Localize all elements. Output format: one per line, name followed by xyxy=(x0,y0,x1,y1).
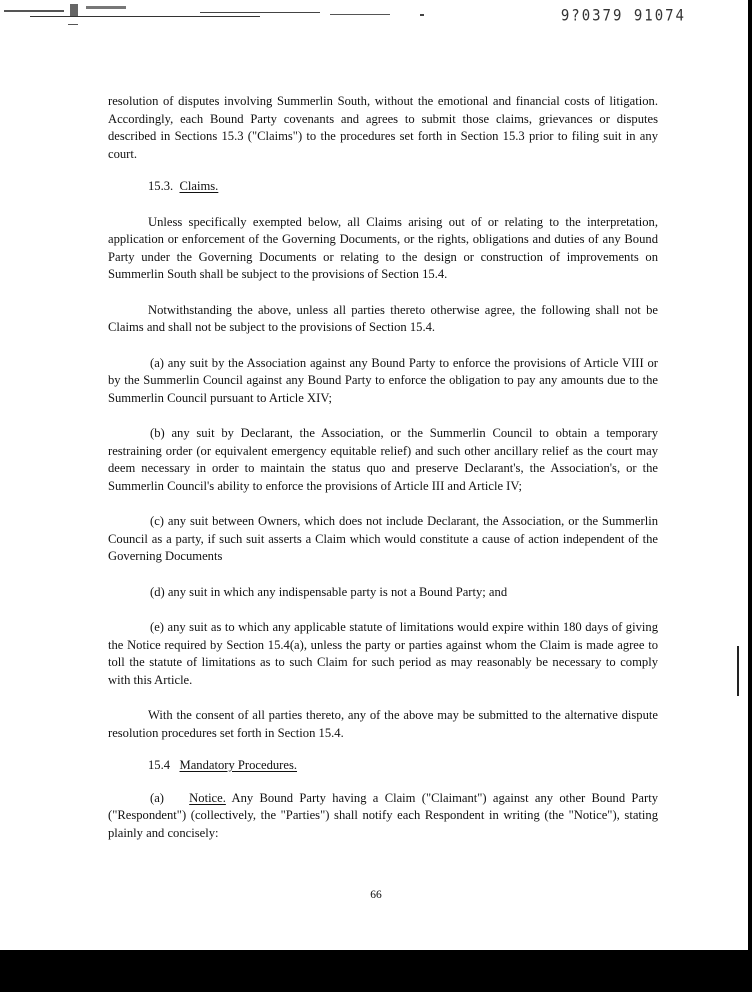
paragraph-unless: Unless specifically exempted below, all Claims arising out of or relating to the interpretation, application or enforcement of the Governing Documents, or the rights, obligations and duties of any Bound Party under the Governing Documents or relating to the design or construction of improvements on Summerlin South shall be subject to the provisions of Section 15.4. xyxy=(108,214,658,281)
section-title: Mandatory Procedures. xyxy=(179,758,298,772)
margin-scan-mark xyxy=(737,646,739,696)
scan-bottom-edge xyxy=(0,950,752,992)
section-15-3-heading xyxy=(148,178,658,196)
paragraph-intro: resolution of disputes involving Summerlin South, without the emotional and financial costs of litigation. Accordingly, each Bound Party covenants and agrees to submit those claims, grievances or disputes described in Sections 15.3 ("Claims") to the procedures set forth in Section 15.3 prior to filing suit in any court. xyxy=(108,94,658,161)
document-stamp-number: 9?0379 91074 xyxy=(560,6,686,26)
list-item-d: (d) any suit in which any indispensable party is not a Bound Party; and xyxy=(150,584,508,599)
section-title: Claims. xyxy=(179,179,219,193)
list-item-a: (a) any suit by the Association against any Bound Party to enforce the provisions of Article VIII or by the Summerlin Council against any Bound Party to enforce the obligation to pay any amounts due to the Summerlin Council pursuant to Article XIV; xyxy=(108,355,658,405)
list-item-e: (e) any suit as to which any applicable statute of limitations would expire within 180 days of giving the Notice required by Section 15.4(a), unless the party or parties against whom the Claim is made agree to toll the statute of limitations as to such Claim for such period as may reasonably be necessary to comply with this Article. xyxy=(108,620,658,687)
section-15-4-heading xyxy=(148,757,658,775)
notice-label: (a) xyxy=(150,790,164,805)
list-item-b: (b) any suit by Declarant, the Association, or the Summerlin Council to obtain a temporary restraining order (or equivalent emergency equitable relief) and such other ancillary relief as the court may deem necessary in order to maintain the status quo and preserve Declarant's, the Association's, or the Summerlin Council's ability to enforce the provisions of Article III and Article IV; xyxy=(108,426,658,493)
page-number: 66 xyxy=(370,889,382,901)
list-item-c: (c) any suit between Owners, which does not include Declarant, the Association, or the Summerlin Council as a party, if such suit asserts a Claim which would constitute a cause of action independent of the Governing Documents xyxy=(108,514,658,563)
paragraph-consent: With the consent of all parties thereto, any of the above may be submitted to the alternative dispute resolution procedures set forth in Section 15.4. xyxy=(108,708,658,740)
section-number: 15.3. xyxy=(148,179,174,193)
notice-text: Any Bound Party having a Claim ("Claimant") against any other Bound Party ("Respondent") (collectively, the "Parties") shall notify each Respondent in writing (the "Notice"), stating plainly and concisely: xyxy=(108,790,658,840)
paragraph-notwithstanding: Notwithstanding the above, unless all parties thereto otherwise agree, the following shall not be Claims and shall not be subject to the provisions of Section 15.4. xyxy=(108,302,658,334)
section-number: 15.4 xyxy=(148,758,171,772)
document-body xyxy=(108,93,658,842)
scan-right-edge xyxy=(748,0,752,992)
paragraph-notice xyxy=(108,790,658,843)
notice-title: Notice. xyxy=(189,790,226,805)
